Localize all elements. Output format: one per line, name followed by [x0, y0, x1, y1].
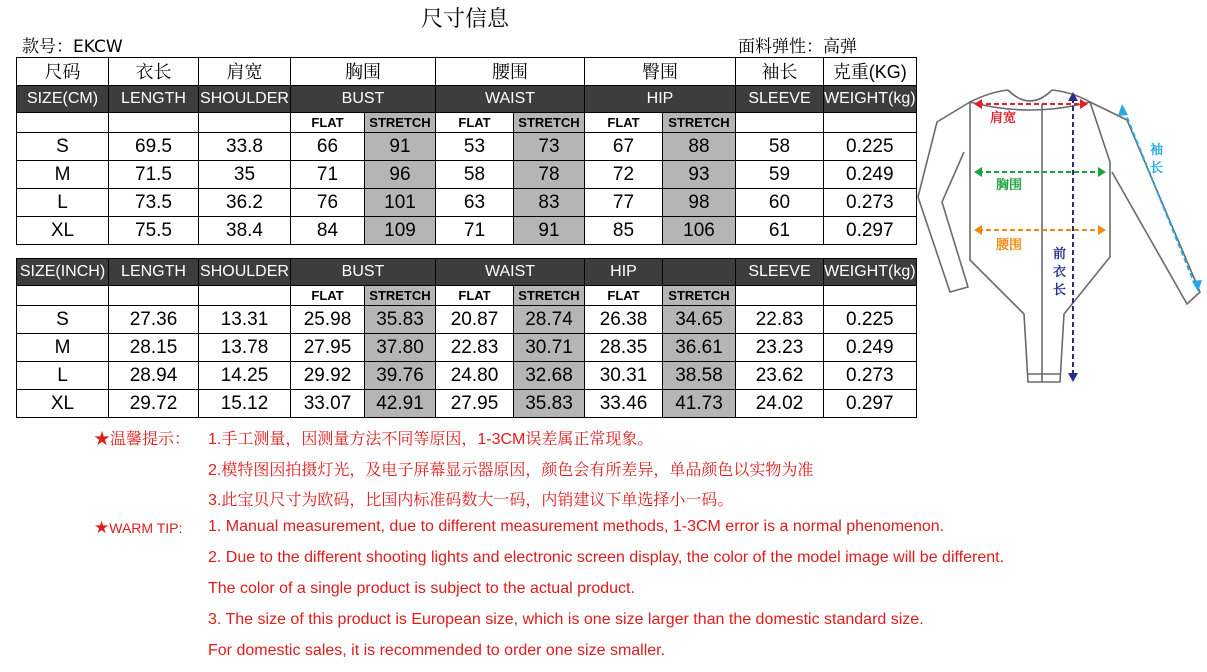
arrow-head — [974, 99, 982, 109]
cell-sleeve: 59 — [736, 161, 824, 189]
sub-header-row — [17, 113, 917, 133]
sub-stretch: STRETCH — [663, 113, 736, 133]
cell-hip-flat: 33.46 — [585, 390, 663, 418]
header-shoulder-en: SHOULDER — [199, 259, 291, 286]
header-waist-en: WAIST — [436, 259, 585, 286]
cell-weight: 0.297 — [824, 217, 917, 245]
cell-bust-flat: 71 — [291, 161, 365, 189]
header-shoulder-en: SHOULDER — [199, 86, 291, 113]
cell-hip-stretch: 98 — [663, 189, 736, 217]
header-bust: 胸围 — [291, 58, 436, 86]
cell-bust-stretch: 42.91 — [365, 390, 436, 418]
cell-hip-stretch: 93 — [663, 161, 736, 189]
cell-hip-stretch: 38.58 — [663, 362, 736, 390]
tips-en-line-4: 3. The size of this product is European size, which is one size larger than the domestic standard size. — [208, 611, 924, 628]
cell-hip-flat: 85 — [585, 217, 663, 245]
cell-bust-stretch: 91 — [365, 133, 436, 161]
sub-flat: FLAT — [436, 113, 514, 133]
cell-bust-flat: 33.07 — [291, 390, 365, 418]
sub-stretch: STRETCH — [514, 113, 585, 133]
cell-waist-flat: 53 — [436, 133, 514, 161]
cell-length: 75.5 — [109, 217, 199, 245]
length-label-2: 衣 — [1053, 265, 1067, 280]
tips-cn-label: ★温馨提示： — [94, 431, 191, 448]
cell-length: 29.72 — [109, 390, 199, 418]
cell-waist-stretch: 28.74 — [514, 306, 585, 334]
sleeve-label-1: 袖 — [1150, 143, 1164, 158]
header-bust-en: BUST — [291, 86, 436, 113]
cell-bust-flat: 25.98 — [291, 306, 365, 334]
header-sleeve: 袖长 — [736, 58, 824, 86]
sub-stretch: STRETCH — [514, 286, 585, 306]
cell-waist-flat: 27.95 — [436, 390, 514, 418]
cell-size: L — [17, 189, 109, 217]
sub-flat: FLAT — [436, 286, 514, 306]
header-waist-en: WAIST — [436, 86, 585, 113]
sub-flat: FLAT — [291, 113, 365, 133]
table-row — [17, 133, 917, 161]
cell-waist-flat: 63 — [436, 189, 514, 217]
cell-bust-stretch: 109 — [365, 217, 436, 245]
cell-shoulder: 35 — [199, 161, 291, 189]
header-weight-en: WEIGHT(kg) — [824, 86, 917, 113]
cell-hip-stretch: 106 — [663, 217, 736, 245]
cell-hip-stretch: 36.61 — [663, 334, 736, 362]
header-hip: 臀围 — [585, 58, 736, 86]
arrow-head — [1098, 167, 1106, 177]
size-table-inch — [16, 258, 917, 418]
cell-bust-stretch: 96 — [365, 161, 436, 189]
header-length-en: LENGTH — [109, 86, 199, 113]
cell-sleeve: 58 — [736, 133, 824, 161]
cell-size: XL — [17, 390, 109, 418]
header-blank — [663, 259, 736, 286]
cell-waist-flat: 24.80 — [436, 362, 514, 390]
cell-size: S — [17, 133, 109, 161]
bodysuit-outline — [918, 90, 1200, 382]
cell-bust-flat: 29.92 — [291, 362, 365, 390]
table-row — [17, 334, 917, 362]
waist-label: 腰围 — [996, 238, 1023, 253]
cell-hip-flat: 28.35 — [585, 334, 663, 362]
cell-sleeve: 60 — [736, 189, 824, 217]
cell-bust-stretch: 101 — [365, 189, 436, 217]
sleeve-label-2: 长 — [1150, 161, 1164, 176]
tips-cn-line-3: 3.此宝贝尺寸为欧码，比国内标准码数大一码，内销建议下单选择小一码。 — [208, 492, 734, 509]
cell-shoulder: 13.78 — [199, 334, 291, 362]
en-header-row — [17, 259, 917, 286]
cell-waist-stretch: 30.71 — [514, 334, 585, 362]
header-waist: 腰围 — [436, 58, 585, 86]
sub-stretch: STRETCH — [365, 286, 436, 306]
star-icon: ★ — [94, 431, 111, 448]
cell-size: M — [17, 161, 109, 189]
header-length: 衣长 — [109, 58, 199, 86]
sub-stretch: STRETCH — [663, 286, 736, 306]
cell-bust-flat: 76 — [291, 189, 365, 217]
arrow-head — [1118, 104, 1128, 116]
cell-bust-flat: 84 — [291, 217, 365, 245]
cell-size: M — [17, 334, 109, 362]
cell-shoulder: 38.4 — [199, 217, 291, 245]
header-shoulder: 肩宽 — [199, 58, 291, 86]
header-size: 尺码 — [17, 58, 109, 86]
header-hip-en: HIP — [585, 259, 663, 286]
cell-hip-stretch: 88 — [663, 133, 736, 161]
cell-weight: 0.225 — [824, 133, 917, 161]
table-row — [17, 217, 917, 245]
cell-weight: 0.249 — [824, 161, 917, 189]
table-row — [17, 362, 917, 390]
arrow-head — [1192, 280, 1202, 292]
cell-waist-stretch: 91 — [514, 217, 585, 245]
cell-bust-stretch: 39.76 — [365, 362, 436, 390]
cell-hip-stretch: 34.65 — [663, 306, 736, 334]
cn-header-row — [17, 58, 917, 86]
cell-sleeve: 24.02 — [736, 390, 824, 418]
tips-en-line-3: The color of a single product is subject to the actual product. — [208, 580, 635, 597]
cell-hip-flat: 67 — [585, 133, 663, 161]
cell-waist-stretch: 83 — [514, 189, 585, 217]
sub-flat: FLAT — [585, 286, 663, 306]
cell-sleeve: 61 — [736, 217, 824, 245]
cell-sleeve: 23.23 — [736, 334, 824, 362]
header-sleeve-en: SLEEVE — [736, 86, 824, 113]
cell-hip-flat: 77 — [585, 189, 663, 217]
arrow-head — [1068, 373, 1078, 382]
cell-waist-flat: 58 — [436, 161, 514, 189]
en-header-row — [17, 86, 917, 113]
cell-shoulder: 36.2 — [199, 189, 291, 217]
tips-en-line-1: 1. Manual measurement, due to different measurement methods, 1-3CM error is a normal phenomenon. — [208, 518, 945, 535]
table-row — [17, 306, 917, 334]
table-row — [17, 189, 917, 217]
cell-hip-flat: 72 — [585, 161, 663, 189]
style-number: 款号：EKCW — [22, 37, 123, 57]
cell-hip-flat: 26.38 — [585, 306, 663, 334]
garment-measurement-diagram — [912, 82, 1207, 392]
cell-waist-stretch: 78 — [514, 161, 585, 189]
table-row — [17, 161, 917, 189]
header-hip-en: HIP — [585, 86, 736, 113]
sub-flat: FLAT — [585, 113, 663, 133]
fabric-elasticity: 面料弹性：高弹 — [738, 37, 857, 57]
bust-label: 胸围 — [996, 178, 1023, 193]
tips-cn-line-2: 2.模特图因拍摄灯光，及电子屏幕显示器原因，颜色会有所差异，单品颜色以实物为准 — [208, 462, 814, 479]
cell-sleeve: 22.83 — [736, 306, 824, 334]
cell-weight: 0.297 — [824, 390, 917, 418]
arrow-head — [974, 225, 982, 235]
header-size-cm: SIZE(CM) — [17, 86, 109, 113]
sub-flat: FLAT — [291, 286, 365, 306]
cell-hip-flat: 30.31 — [585, 362, 663, 390]
header-size-inch: SIZE(INCH) — [17, 259, 109, 286]
arrow-head — [974, 167, 982, 177]
header-sleeve-en: SLEEVE — [736, 259, 824, 286]
cell-bust-stretch: 37.80 — [365, 334, 436, 362]
cell-length: 27.36 — [109, 306, 199, 334]
length-label-1: 前 — [1053, 247, 1067, 262]
table-row — [17, 390, 917, 418]
cell-hip-stretch: 41.73 — [663, 390, 736, 418]
shoulder-label: 肩宽 — [990, 111, 1017, 126]
cell-length: 69.5 — [109, 133, 199, 161]
cell-waist-flat: 22.83 — [436, 334, 514, 362]
tips-en-label: ★WARM TIP: — [94, 518, 183, 537]
header-weight-en: WEIGHT(kg) — [824, 259, 917, 286]
cell-waist-flat: 71 — [436, 217, 514, 245]
cell-size: L — [17, 362, 109, 390]
cell-shoulder: 13.31 — [199, 306, 291, 334]
cell-shoulder: 14.25 — [199, 362, 291, 390]
tips-en-line-5: For domestic sales, it is recommended to order one size smaller. — [208, 642, 666, 659]
tips-cn-line-1: 1.手工测量，因测量方法不同等原因，1-3CM误差属正常现象。 — [208, 431, 654, 448]
cell-waist-flat: 20.87 — [436, 306, 514, 334]
cell-weight: 0.273 — [824, 189, 917, 217]
cell-weight: 0.273 — [824, 362, 917, 390]
cell-size: XL — [17, 217, 109, 245]
cell-bust-flat: 66 — [291, 133, 365, 161]
cell-length: 28.15 — [109, 334, 199, 362]
cell-size: S — [17, 306, 109, 334]
length-label-3: 长 — [1053, 283, 1067, 298]
cell-sleeve: 23.62 — [736, 362, 824, 390]
star-icon: ★ — [94, 518, 110, 537]
cell-waist-stretch: 35.83 — [514, 390, 585, 418]
cell-shoulder: 15.12 — [199, 390, 291, 418]
cell-length: 28.94 — [109, 362, 199, 390]
cell-bust-stretch: 35.83 — [365, 306, 436, 334]
size-table-cm — [16, 57, 917, 245]
cell-length: 73.5 — [109, 189, 199, 217]
arrow-head — [1098, 225, 1106, 235]
cell-weight: 0.225 — [824, 306, 917, 334]
cell-shoulder: 33.8 — [199, 133, 291, 161]
cell-bust-flat: 27.95 — [291, 334, 365, 362]
header-weight: 克重(KG) — [824, 58, 917, 86]
sub-stretch: STRETCH — [365, 113, 436, 133]
cell-waist-stretch: 32.68 — [514, 362, 585, 390]
cell-weight: 0.249 — [824, 334, 917, 362]
tips-en-line-2: 2. Due to the different shooting lights and electronic screen display, the color of the model image will be different. — [208, 549, 1005, 566]
cell-length: 71.5 — [109, 161, 199, 189]
cell-waist-stretch: 73 — [514, 133, 585, 161]
header-length-en: LENGTH — [109, 259, 199, 286]
sub-header-row — [17, 286, 917, 306]
page-title: 尺寸信息 — [420, 7, 509, 32]
header-bust-en: BUST — [291, 259, 436, 286]
